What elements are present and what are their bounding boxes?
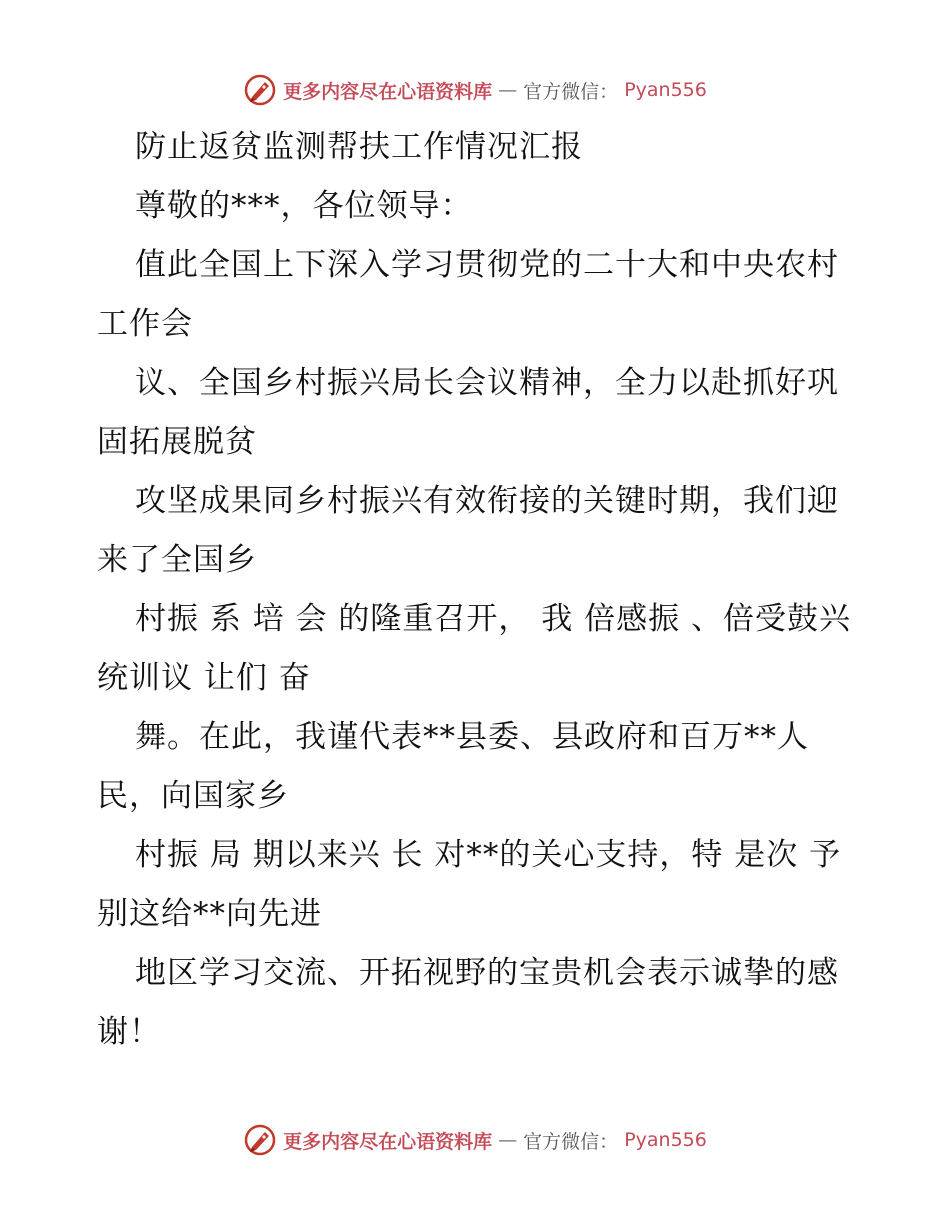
pen-nib-logo-icon [243,1123,277,1157]
watermark-dash: — [498,79,518,101]
body-paragraph: 村振 系 培 会 的隆重召开， 我 倍感振 、倍受鼓兴统训议 让们 奋 [97,601,851,696]
document-body [97,118,857,1062]
watermark-footer [0,1120,950,1160]
body-paragraph: 地区学习交流、开拓视野的宝贵机会表示诚挚的感谢！ [97,955,839,1050]
body-paragraph: 议、全国乡村振兴局长会议精神，全力以赴抓好巩固拓展脱贫 [97,365,839,460]
watermark-dash: — [498,1129,518,1151]
body-paragraph: 攻坚成果同乡村振兴有效衔接的关键时期，我们迎来了全国乡 [97,483,839,578]
body-paragraph: 值此全国上下深入学习贯彻党的二十大和中央农村工作会 [97,247,839,342]
watermark-header [0,70,950,110]
watermark-brand-text: 更多内容尽在心语资料库 [283,80,493,103]
watermark-brand-text: 更多内容尽在心语资料库 [283,1130,493,1153]
watermark-wechat-label: 官方微信： [523,80,619,103]
document-title: 防止返贫监测帮扶工作情况汇报 [135,129,583,165]
watermark-wechat-label: 官方微信： [523,1130,619,1153]
watermark-wechat-id: Pyan556 [624,1129,707,1151]
pen-nib-logo-icon [243,73,277,107]
body-paragraph: 村振 局 期以来兴 长 对**的关心支持，特 是次 予别这给**向先进 [97,837,842,932]
body-paragraph: 舞。在此，我谨代表**县委、县政府和百万**人民，向国家乡 [97,719,809,814]
watermark-wechat-id: Pyan556 [624,79,707,101]
salutation: 尊敬的***，各位领导： [135,188,473,224]
